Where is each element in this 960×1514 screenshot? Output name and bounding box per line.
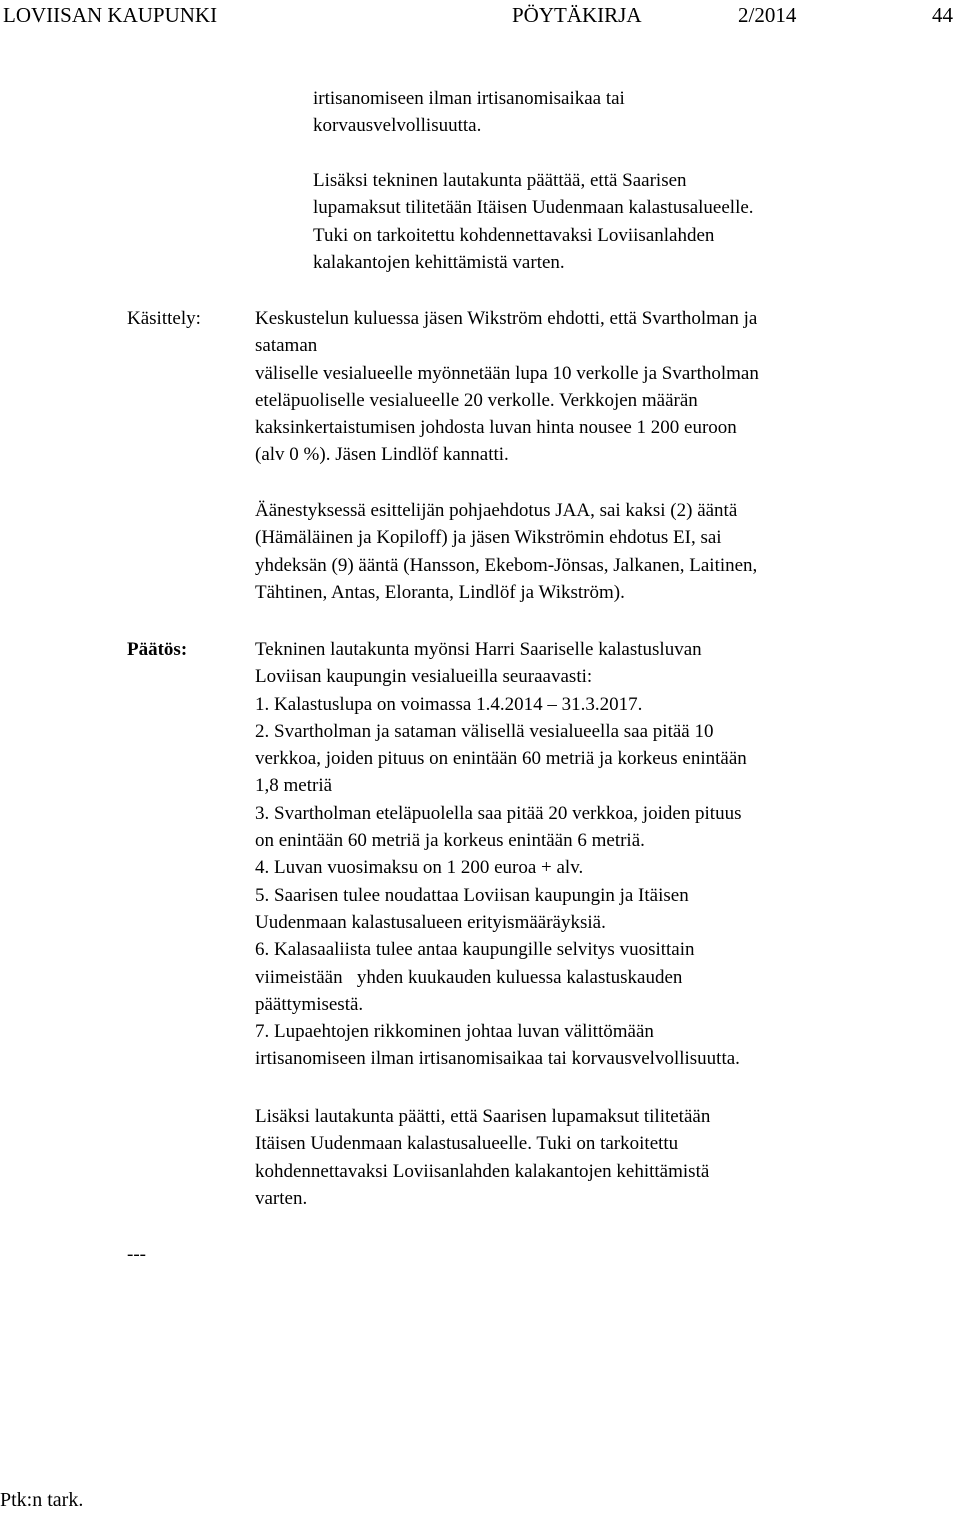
text-line: eteläpuoliselle vesialueelle 20 verkolle. Verkkojen määrän <box>255 389 698 411</box>
intro-paragraph-2 <box>313 167 754 276</box>
kasittely-paragraph-2 <box>255 497 757 606</box>
text-line: väliselle vesialueelle myönnetään lupa 10 verkolle ja Svartholman <box>255 362 759 384</box>
text-line: Lisäksi tekninen lautakunta päättää, että Saarisen <box>313 170 687 191</box>
text-line: varten. <box>255 1187 308 1209</box>
text-line: 1,8 metriä <box>255 775 333 797</box>
section-label-paatos: Päätös: <box>127 639 188 660</box>
footer-minutes-checked-label: Ptk:n tark. <box>0 1489 84 1511</box>
section-label-kasittely: Käsittely: <box>127 308 201 329</box>
text-line: Lisäksi lautakunta päätti, että Saarisen lupamaksut tilitetään <box>255 1106 711 1127</box>
text-line: Uudenmaan kalastusalueen erityismääräyksiä. <box>255 911 606 933</box>
header-page-number: 44 <box>932 3 953 27</box>
paatos-paragraph-2 <box>255 1103 710 1212</box>
text-line: irtisanomiseen ilman irtisanomisaikaa tai <box>313 88 625 109</box>
text-line: 5. Saarisen tulee noudattaa Loviisan kaupungin ja Itäisen <box>255 884 689 906</box>
kasittely-paragraph-1 <box>255 305 759 469</box>
header-org: LOVIISAN KAUPUNKI <box>3 3 218 27</box>
text-line: Tuki on tarkoitettu kohdennettavaksi Loviisanlahden <box>313 224 715 246</box>
text-line: lupamaksut tilitetään Itäisen Uudenmaan kalastusalueelle. <box>313 197 754 219</box>
text-line: Itäisen Uudenmaan kalastusalueelle. Tuki on tarkoitettu <box>255 1133 679 1155</box>
text-line: Tähtinen, Antas, Eloranta, Lindlöf ja Wikström). <box>255 581 625 603</box>
text-line: 2. Svartholman ja sataman välisellä vesialueella saa pitää 10 <box>255 720 714 742</box>
text-line: kohdennettavaksi Loviisanlahden kalakantojen kehittämistä <box>255 1160 710 1182</box>
text-line: Äänestyksessä esittelijän pohjaehdotus JAA, sai kaksi (2) ääntä <box>255 500 738 521</box>
text-line: Loviisan kaupungin vesialueilla seuraavasti: <box>255 666 593 688</box>
section-separator: --- <box>127 1244 146 1265</box>
text-line: (Hämäläinen ja Kopiloff) ja jäsen Wikströmin ehdotus EI, sai <box>255 527 722 549</box>
text-line: yhdeksän (9) ääntä (Hansson, Ekebom-Jönsas, Jalkanen, Laitinen, <box>255 554 758 576</box>
header-doc-number: 2/2014 <box>738 3 797 27</box>
header-doc-type: PÖYTÄKIRJA <box>512 3 642 27</box>
text-line: 3. Svartholman eteläpuolella saa pitää 20 verkkoa, joiden pituus <box>255 802 742 824</box>
paatos-paragraph-1 <box>255 636 747 1073</box>
text-line: korvausvelvollisuutta. <box>313 115 482 137</box>
text-line: 6. Kalasaaliista tulee antaa kaupungille selvitys vuosittain <box>255 939 695 961</box>
text-line: Tekninen lautakunta myönsi Harri Saariselle kalastusluvan <box>255 639 702 660</box>
text-line: on enintään 60 metriä ja korkeus enintään 6 metriä. <box>255 830 645 852</box>
text-line: verkkoa, joiden pituus on enintään 60 metriä ja korkeus enintään <box>255 748 747 770</box>
text-line: kaksinkertaistumisen johdosta luvan hinta nousee 1 200 euroon <box>255 417 737 439</box>
text-line: päättymisestä. <box>255 993 364 1015</box>
text-line: kalakantojen kehittämistä varten. <box>313 251 565 273</box>
text-line: 4. Luvan vuosimaksu on 1 200 euroa + alv. <box>255 857 584 879</box>
text-line: sataman <box>255 335 318 357</box>
text-line: (alv 0 %). Jäsen Lindlöf kannatti. <box>255 444 509 466</box>
text-line: Keskustelun kuluessa jäsen Wikström ehdotti, että Svartholman ja <box>255 308 758 329</box>
text-line: viimeistään yhden kuukauden kuluessa kalastuskauden <box>255 966 683 988</box>
intro-paragraph-1 <box>313 85 625 140</box>
text-line: 1. Kalastuslupa on voimassa 1.4.2014 – 31.3.2017. <box>255 693 643 715</box>
text-line: 7. Lupaehtojen rikkominen johtaa luvan välittömään <box>255 1021 654 1043</box>
text-line: irtisanomiseen ilman irtisanomisaikaa tai korvausvelvollisuutta. <box>255 1048 740 1070</box>
